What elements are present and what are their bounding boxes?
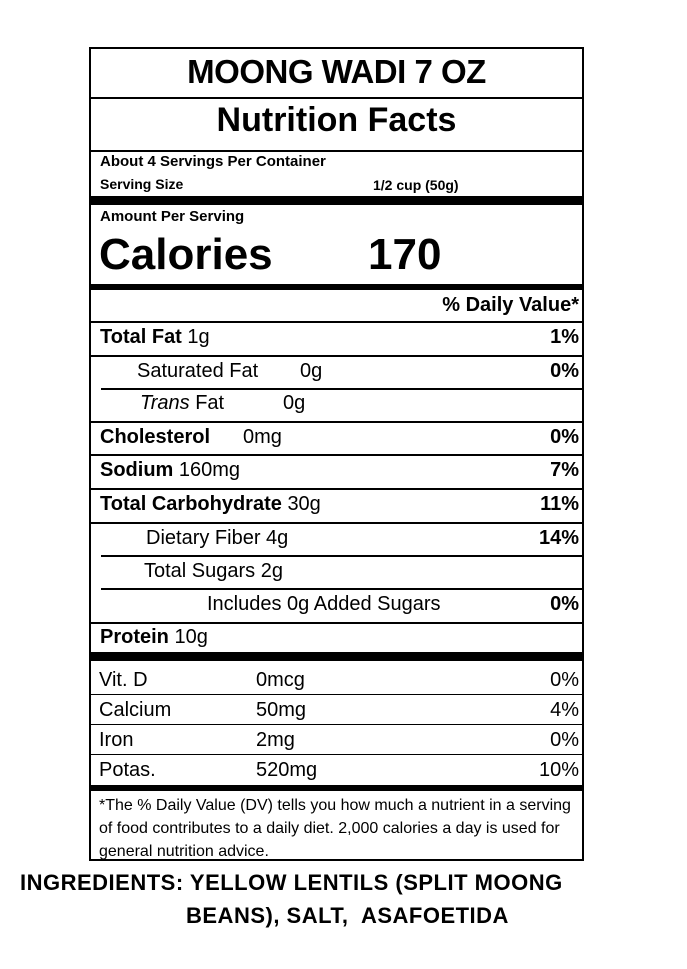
- thick-divider: [91, 785, 582, 791]
- dietary-fiber-row: [146, 527, 288, 550]
- potassium-amount: 520mg: [256, 759, 318, 781]
- added-sugars-label: Includes 0g Added Sugars: [207, 593, 441, 615]
- trans-fat-label: Fat: [195, 392, 225, 414]
- product-title: MOONG WADI 7 OZ: [187, 53, 486, 90]
- total-carbohydrate-amount: 30g: [287, 493, 321, 515]
- divider: [101, 588, 582, 590]
- amount-per-serving: Amount Per Serving: [100, 208, 245, 225]
- protein-row: [100, 626, 208, 649]
- nutrition-facts-heading: Nutrition Facts: [216, 101, 457, 139]
- total-sugars-row: [144, 560, 283, 583]
- total-carbohydrate-row: [100, 493, 321, 516]
- thick-divider: [91, 284, 582, 290]
- calories-value: 170: [368, 230, 442, 279]
- total-fat-label: Total Fat: [100, 326, 182, 348]
- added-sugars-dv: 0%: [550, 593, 579, 615]
- total-fat-row: [100, 326, 210, 349]
- sodium-label: Sodium: [100, 459, 174, 481]
- protein-label: Protein: [100, 626, 169, 648]
- divider: [91, 622, 582, 624]
- iron-dv: 0%: [550, 729, 579, 751]
- vitamin-d-dv: 0%: [550, 669, 579, 691]
- servings-per-container: About 4 Servings Per Container: [100, 153, 326, 170]
- total-sugars-label: Total Sugars: [144, 560, 256, 582]
- saturated-fat-amount: 0g: [300, 360, 323, 382]
- divider: [91, 321, 582, 323]
- footnote: *The % Daily Value (DV) tells you how much a nutrient in a serving of food contributes to a daily diet. 2,000 calories a day is used for general nutrition advice.: [99, 797, 571, 860]
- vitamin-d-amount: 0mcg: [256, 669, 305, 691]
- calories-label: Calories: [99, 230, 273, 279]
- trans-fat-amount: 0g: [283, 392, 306, 414]
- total-carbohydrate-dv: 11%: [540, 493, 579, 515]
- serving-size-value: 1/2 cup (50g): [373, 177, 459, 193]
- calcium-dv: 4%: [550, 699, 579, 721]
- total-fat-amount: 1g: [187, 326, 210, 348]
- divider: [91, 522, 582, 524]
- total-fat-dv: 1%: [550, 326, 579, 348]
- divider: [91, 694, 582, 695]
- dietary-fiber-amount: 4g: [266, 527, 289, 549]
- potassium-label: Potas.: [99, 759, 156, 781]
- divider: [91, 754, 582, 755]
- vitamin-d-label: Vit. D: [99, 669, 148, 691]
- thick-divider: [91, 652, 582, 661]
- iron-label: Iron: [99, 729, 134, 751]
- total-sugars-amount: 2g: [260, 560, 283, 582]
- trans-fat-italic-label: Trans: [140, 392, 190, 414]
- sodium-row: [100, 459, 240, 482]
- potassium-dv: 10%: [538, 759, 579, 781]
- serving-size-label: Serving Size: [100, 176, 184, 192]
- divider: [91, 421, 582, 423]
- daily-value-header: % Daily Value*: [442, 294, 579, 316]
- divider: [91, 150, 582, 152]
- divider: [91, 488, 582, 490]
- divider: [101, 555, 582, 557]
- sodium-amount: 160mg: [178, 459, 241, 481]
- ingredients-line-2: BEANS), SALT, ASAFOETIDA: [186, 903, 509, 928]
- divider: [101, 388, 582, 390]
- iron-amount: 2mg: [256, 729, 295, 751]
- divider: [91, 355, 582, 357]
- saturated-fat-dv: 0%: [550, 360, 579, 382]
- calcium-amount: 50mg: [256, 699, 307, 721]
- protein-amount: 10g: [174, 626, 208, 648]
- cholesterol-amount: 0mg: [243, 426, 282, 448]
- divider: [91, 97, 582, 99]
- dietary-fiber-dv: 14%: [538, 527, 579, 549]
- trans-fat-row: [140, 392, 224, 415]
- cholesterol-label: Cholesterol: [100, 426, 211, 448]
- sodium-dv: 7%: [550, 459, 579, 481]
- saturated-fat-label: Saturated Fat: [137, 360, 259, 382]
- ingredients-line-1: INGREDIENTS: YELLOW LENTILS (SPLIT MOONG: [20, 870, 563, 895]
- calcium-label: Calcium: [99, 699, 172, 721]
- divider: [91, 454, 582, 456]
- dietary-fiber-label: Dietary Fiber: [146, 527, 261, 549]
- total-carbohydrate-label: Total Carbohydrate: [100, 493, 282, 515]
- divider: [91, 724, 582, 725]
- nutrition-facts-label: [89, 47, 584, 861]
- thick-divider: [91, 196, 582, 205]
- cholesterol-dv: 0%: [550, 426, 579, 448]
